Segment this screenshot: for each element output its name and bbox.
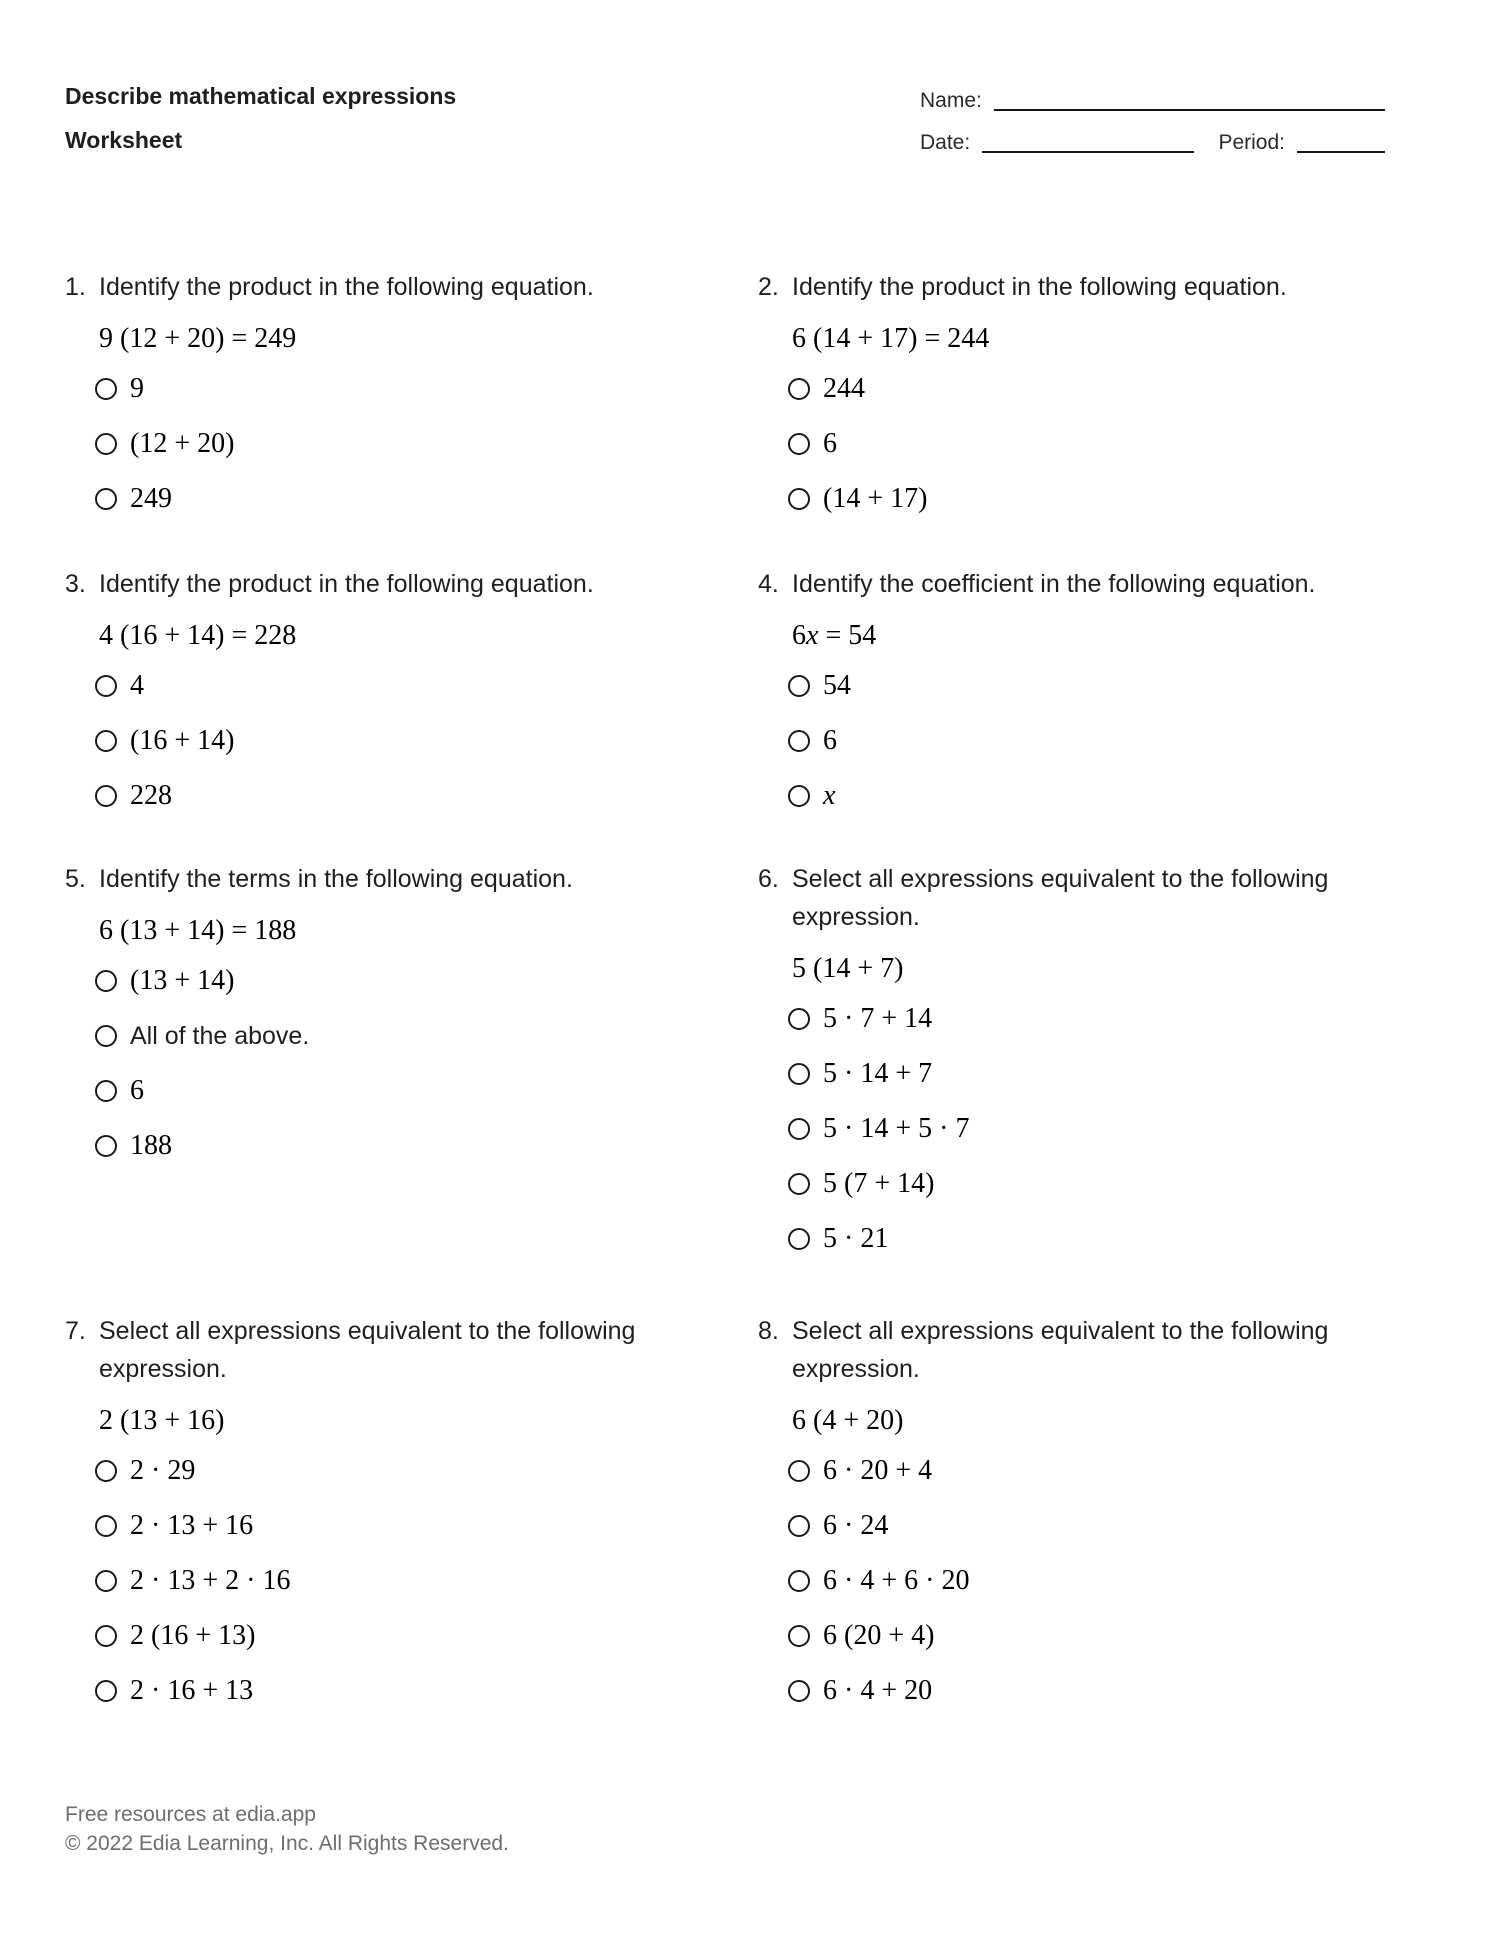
question-8-number: 8. xyxy=(758,1317,779,1345)
question-1-option-2[interactable]: (12 + 20) xyxy=(95,427,745,461)
question-8-option-4[interactable]: 6 (20 + 4) xyxy=(788,1619,1438,1653)
question-1-option-3[interactable]: 249 xyxy=(95,482,745,516)
radio-button-icon[interactable] xyxy=(788,488,810,510)
question-2-option-3[interactable]: (14 + 17) xyxy=(788,482,1438,516)
question-4 xyxy=(758,565,1438,813)
question-3-number: 3. xyxy=(65,570,86,598)
question-4-option-2[interactable]: 6 xyxy=(788,724,1438,758)
question-6-option-5[interactable]: 5 · 21 xyxy=(788,1222,1438,1256)
radio-button-icon[interactable] xyxy=(788,1173,810,1195)
radio-button-icon[interactable] xyxy=(788,785,810,807)
page-footer xyxy=(65,1800,509,1858)
radio-button-icon[interactable] xyxy=(788,1460,810,1482)
question-8-option-5[interactable]: 6 · 4 + 20 xyxy=(788,1674,1438,1708)
question-8-expression: 6 (4 + 20) xyxy=(792,1405,904,1436)
radio-button-icon[interactable] xyxy=(788,1515,810,1537)
question-5-option-3[interactable]: 6 xyxy=(95,1074,745,1108)
question-7-option-3[interactable]: 2 · 13 + 2 · 16 xyxy=(95,1564,745,1598)
question-5-option-2[interactable]: All of the above. xyxy=(95,1019,745,1053)
question-1-prompt: Identify the product in the following equation. xyxy=(99,273,594,301)
question-2-option-1[interactable]: 244 xyxy=(788,372,1438,406)
name-input-line[interactable] xyxy=(994,89,1385,111)
radio-button-icon[interactable] xyxy=(95,730,117,752)
question-3-prompt: Identify the product in the following equation. xyxy=(99,570,594,598)
name-row xyxy=(920,88,1385,114)
radio-button-icon[interactable] xyxy=(788,1063,810,1085)
question-2-expression: 6 (14 + 17) = 244 xyxy=(792,323,990,354)
footer-resources-text: Free resources at edia.app xyxy=(65,1803,316,1826)
question-7-expression: 2 (13 + 16) xyxy=(99,1405,225,1436)
radio-button-icon[interactable] xyxy=(95,1025,117,1047)
question-7-prompt: Select all expressions equivalent to the following expression. xyxy=(99,1317,636,1383)
question-8-option-1[interactable]: 6 · 20 + 4 xyxy=(788,1454,1438,1488)
question-6-number: 6. xyxy=(758,865,779,893)
question-3-expression: 4 (16 + 14) = 228 xyxy=(99,620,297,651)
radio-button-icon[interactable] xyxy=(95,675,117,697)
worksheet-title-line2: Worksheet xyxy=(65,127,183,153)
question-6-option-3[interactable]: 5 · 14 + 5 · 7 xyxy=(788,1112,1438,1146)
question-3 xyxy=(65,565,745,813)
question-8 xyxy=(758,1312,1438,1708)
question-5-option-1[interactable]: (13 + 14) xyxy=(95,964,745,998)
radio-button-icon[interactable] xyxy=(95,1625,117,1647)
question-5 xyxy=(65,860,745,1163)
question-2-number: 2. xyxy=(758,273,779,301)
footer-copyright-text: © 2022 Edia Learning, Inc. All Rights Reserved. xyxy=(65,1832,509,1855)
radio-button-icon[interactable] xyxy=(95,1135,117,1157)
radio-button-icon[interactable] xyxy=(788,433,810,455)
question-6-option-4[interactable]: 5 (7 + 14) xyxy=(788,1167,1438,1201)
radio-button-icon[interactable] xyxy=(788,1228,810,1250)
question-6-option-1[interactable]: 5 · 7 + 14 xyxy=(788,1002,1438,1036)
question-5-number: 5. xyxy=(65,865,86,893)
question-6-option-2[interactable]: 5 · 14 + 7 xyxy=(788,1057,1438,1091)
question-8-prompt: Select all expressions equivalent to the following expression. xyxy=(792,1317,1329,1383)
question-7 xyxy=(65,1312,745,1708)
date-input-line[interactable] xyxy=(982,131,1194,153)
radio-button-icon[interactable] xyxy=(788,378,810,400)
date-label: Date: xyxy=(920,131,971,154)
radio-button-icon[interactable] xyxy=(788,1008,810,1030)
radio-button-icon[interactable] xyxy=(788,1570,810,1592)
question-2-prompt: Identify the product in the following equation. xyxy=(792,273,1287,301)
radio-button-icon[interactable] xyxy=(95,1460,117,1482)
question-7-option-4[interactable]: 2 (16 + 13) xyxy=(95,1619,745,1653)
radio-button-icon[interactable] xyxy=(788,675,810,697)
worksheet-title xyxy=(65,74,456,162)
radio-button-icon[interactable] xyxy=(95,785,117,807)
question-1-expression: 9 (12 + 20) = 249 xyxy=(99,323,297,354)
question-3-option-3[interactable]: 228 xyxy=(95,779,745,813)
question-1 xyxy=(65,268,745,516)
radio-button-icon[interactable] xyxy=(95,970,117,992)
question-7-option-5[interactable]: 2 · 16 + 13 xyxy=(95,1674,745,1708)
question-4-option-1[interactable]: 54 xyxy=(788,669,1438,703)
question-1-option-1[interactable]: 9 xyxy=(95,372,745,406)
radio-button-icon[interactable] xyxy=(95,1080,117,1102)
radio-button-icon[interactable] xyxy=(788,1625,810,1647)
name-label: Name: xyxy=(920,89,982,112)
question-3-option-1[interactable]: 4 xyxy=(95,669,745,703)
period-input-line[interactable] xyxy=(1297,131,1385,153)
question-2 xyxy=(758,268,1438,516)
question-4-option-3[interactable]: x xyxy=(788,779,1438,813)
radio-button-icon[interactable] xyxy=(788,1680,810,1702)
radio-button-icon[interactable] xyxy=(95,1570,117,1592)
question-4-number: 4. xyxy=(758,570,779,598)
radio-button-icon[interactable] xyxy=(95,488,117,510)
radio-button-icon[interactable] xyxy=(788,730,810,752)
worksheet-title-line1: Describe mathematical expressions xyxy=(65,83,457,109)
student-info-fields xyxy=(920,88,1385,156)
radio-button-icon[interactable] xyxy=(95,1515,117,1537)
radio-button-icon[interactable] xyxy=(95,433,117,455)
question-6 xyxy=(758,860,1438,1256)
question-8-option-3[interactable]: 6 · 4 + 6 · 20 xyxy=(788,1564,1438,1598)
question-2-option-2[interactable]: 6 xyxy=(788,427,1438,461)
question-4-prompt: Identify the coefficient in the following equation. xyxy=(792,570,1316,598)
question-7-option-2[interactable]: 2 · 13 + 16 xyxy=(95,1509,745,1543)
radio-button-icon[interactable] xyxy=(788,1118,810,1140)
question-1-number: 1. xyxy=(65,273,86,301)
question-4-expression: 6x = 54 xyxy=(792,620,877,651)
question-6-prompt: Select all expressions equivalent to the following expression. xyxy=(792,865,1329,931)
question-5-expression: 6 (13 + 14) = 188 xyxy=(99,915,297,946)
date-period-row xyxy=(920,130,1385,156)
question-5-option-4[interactable]: 188 xyxy=(95,1129,745,1163)
question-8-option-2[interactable]: 6 · 24 xyxy=(788,1509,1438,1543)
period-label: Period: xyxy=(1218,131,1285,154)
question-3-option-2[interactable]: (16 + 14) xyxy=(95,724,745,758)
question-5-prompt: Identify the terms in the following equation. xyxy=(99,865,573,893)
radio-button-icon[interactable] xyxy=(95,1680,117,1702)
question-7-option-1[interactable]: 2 · 29 xyxy=(95,1454,745,1488)
question-6-expression: 5 (14 + 7) xyxy=(792,953,904,984)
question-7-number: 7. xyxy=(65,1317,86,1345)
radio-button-icon[interactable] xyxy=(95,378,117,400)
